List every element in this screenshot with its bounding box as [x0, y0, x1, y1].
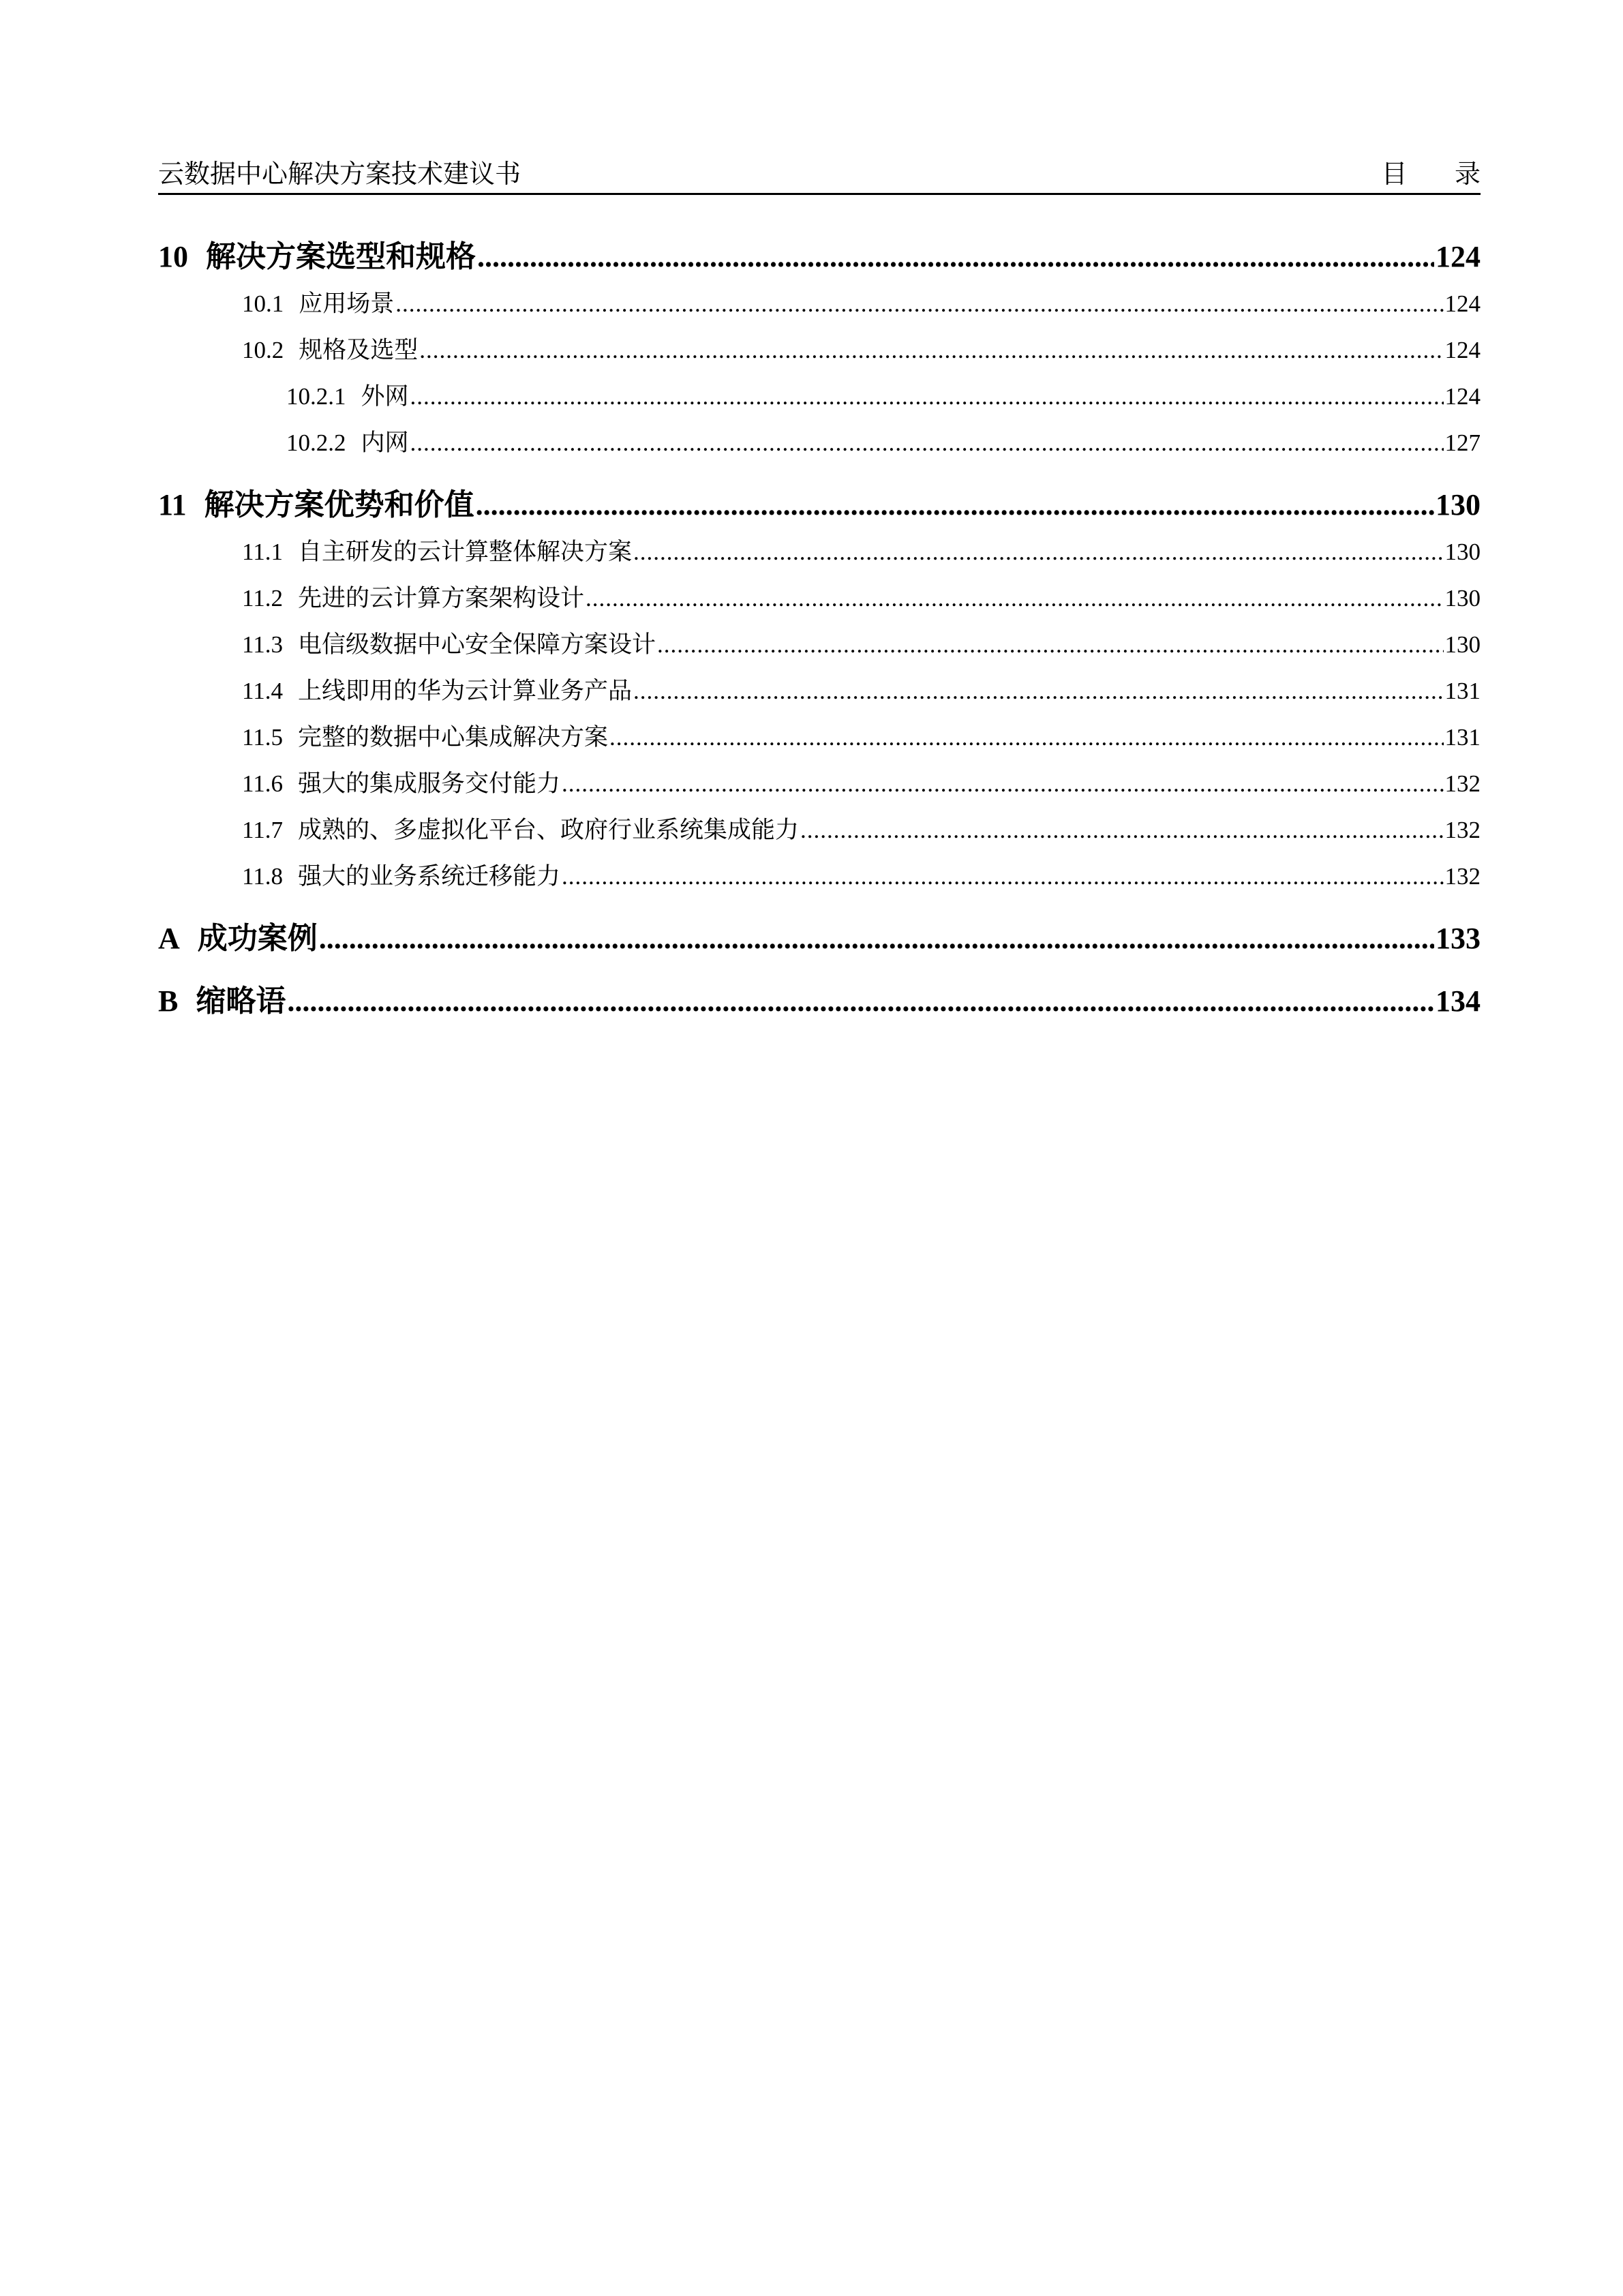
dot-leader — [800, 807, 1444, 854]
toc-entry-number: 10 — [158, 240, 188, 273]
toc-entry-title: 强大的业务系统迁移能力 — [297, 863, 560, 890]
toc-entry-number: 11.1 — [242, 539, 283, 565]
toc-entry-title: 内网 — [361, 429, 409, 456]
toc-entry[interactable] — [158, 327, 1481, 374]
toc-entry-page: 124 — [1444, 290, 1481, 317]
toc-entry[interactable] — [158, 761, 1481, 807]
toc-entry-title: 电信级数据中心安全保障方案设计 — [297, 631, 656, 658]
dot-leader — [476, 481, 1434, 529]
toc-entry[interactable] — [158, 233, 1481, 281]
dot-leader — [609, 714, 1444, 761]
toc-entry-title: 自主研发的云计算整体解决方案 — [297, 539, 632, 565]
toc-entry-page: 134 — [1436, 984, 1481, 1018]
toc-entry[interactable] — [158, 622, 1481, 668]
page-header — [158, 155, 1501, 195]
toc-entry-number: B — [158, 984, 179, 1018]
toc-entry-title: 解决方案选型和规格 — [206, 240, 476, 273]
dot-leader — [633, 668, 1444, 714]
toc-entry-number: 10.1 — [242, 290, 284, 317]
dot-leader — [410, 420, 1444, 466]
toc-entry-page: 130 — [1436, 488, 1481, 522]
toc-entry[interactable] — [158, 374, 1481, 420]
dot-leader — [657, 622, 1444, 668]
toc-entry[interactable] — [158, 575, 1481, 622]
toc-entry-title: 规格及选型 — [299, 337, 419, 363]
toc-entry-number: 11.2 — [242, 585, 283, 611]
dot-leader — [633, 529, 1444, 575]
toc-entry-page: 132 — [1444, 863, 1481, 890]
toc-entry-page: 131 — [1444, 724, 1481, 751]
toc-entry[interactable] — [158, 420, 1481, 466]
toc-entry-number: 11.5 — [242, 724, 283, 751]
toc-entry-number: 11.4 — [242, 678, 283, 704]
toc-entry-page: 130 — [1444, 585, 1481, 611]
toc-entry-number: 10.2.1 — [286, 383, 346, 410]
toc-entry-page: 132 — [1444, 817, 1481, 843]
dot-leader — [419, 327, 1443, 374]
toc-entry-number: 10.2 — [242, 337, 284, 363]
toc-entry-title: 先进的云计算方案架构设计 — [297, 585, 584, 611]
toc-entry-page: 124 — [1444, 337, 1481, 363]
toc-entry[interactable] — [158, 854, 1481, 900]
toc-entry[interactable] — [158, 668, 1481, 714]
toc-entry-number: 11.3 — [242, 631, 283, 658]
toc-entry[interactable] — [158, 978, 1481, 1025]
toc-entry-number: 10.2.2 — [286, 429, 346, 456]
dot-leader — [319, 915, 1434, 963]
dot-leader — [477, 233, 1434, 281]
toc-entry-page: 124 — [1444, 383, 1481, 410]
toc-entry[interactable] — [158, 714, 1481, 761]
toc-entry-page: 130 — [1444, 539, 1481, 565]
dot-leader — [287, 978, 1434, 1025]
toc-entry[interactable] — [158, 529, 1481, 575]
toc-entry-title: 强大的集成服务交付能力 — [297, 770, 560, 797]
table-of-contents — [158, 233, 1481, 1025]
toc-entry-number: 11.7 — [242, 817, 283, 843]
toc-entry-page: 131 — [1444, 678, 1481, 704]
toc-entry[interactable] — [158, 481, 1481, 529]
dot-leader — [562, 854, 1444, 900]
toc-entry-title: 缩略语 — [196, 984, 286, 1018]
toc-entry-number: 11.8 — [242, 863, 283, 890]
toc-entry-page: 133 — [1436, 922, 1481, 955]
toc-entry-title: 完整的数据中心集成解决方案 — [297, 724, 608, 751]
toc-entry-number: 11 — [158, 488, 187, 522]
toc-entry[interactable] — [158, 807, 1481, 854]
toc-entry-title: 外网 — [361, 383, 409, 410]
toc-entry-title: 应用场景 — [299, 290, 395, 317]
toc-entry[interactable] — [158, 281, 1481, 327]
dot-leader — [410, 374, 1444, 420]
toc-entry-number: 11.6 — [242, 770, 283, 797]
toc-entry-page: 132 — [1444, 770, 1481, 797]
toc-entry-number: A — [158, 922, 180, 955]
toc-entry-page: 124 — [1436, 240, 1481, 273]
toc-entry-page: 130 — [1444, 631, 1481, 658]
toc-entry-title: 成熟的、多虚拟化平台、政府行业系统集成能力 — [297, 817, 799, 843]
dot-leader — [586, 575, 1444, 622]
dot-leader — [562, 761, 1444, 807]
toc-entry[interactable] — [158, 915, 1481, 963]
document-title: 云数据中心解决方案技术建议书 — [158, 160, 521, 189]
dot-leader — [395, 281, 1443, 327]
toc-entry-title: 成功案例 — [197, 922, 318, 955]
toc-entry-page: 127 — [1444, 429, 1481, 456]
toc-entry-title: 上线即用的华为云计算业务产品 — [297, 678, 632, 704]
section-label: 目 录 — [1381, 160, 1501, 189]
toc-entry-title: 解决方案优势和价值 — [204, 488, 474, 522]
